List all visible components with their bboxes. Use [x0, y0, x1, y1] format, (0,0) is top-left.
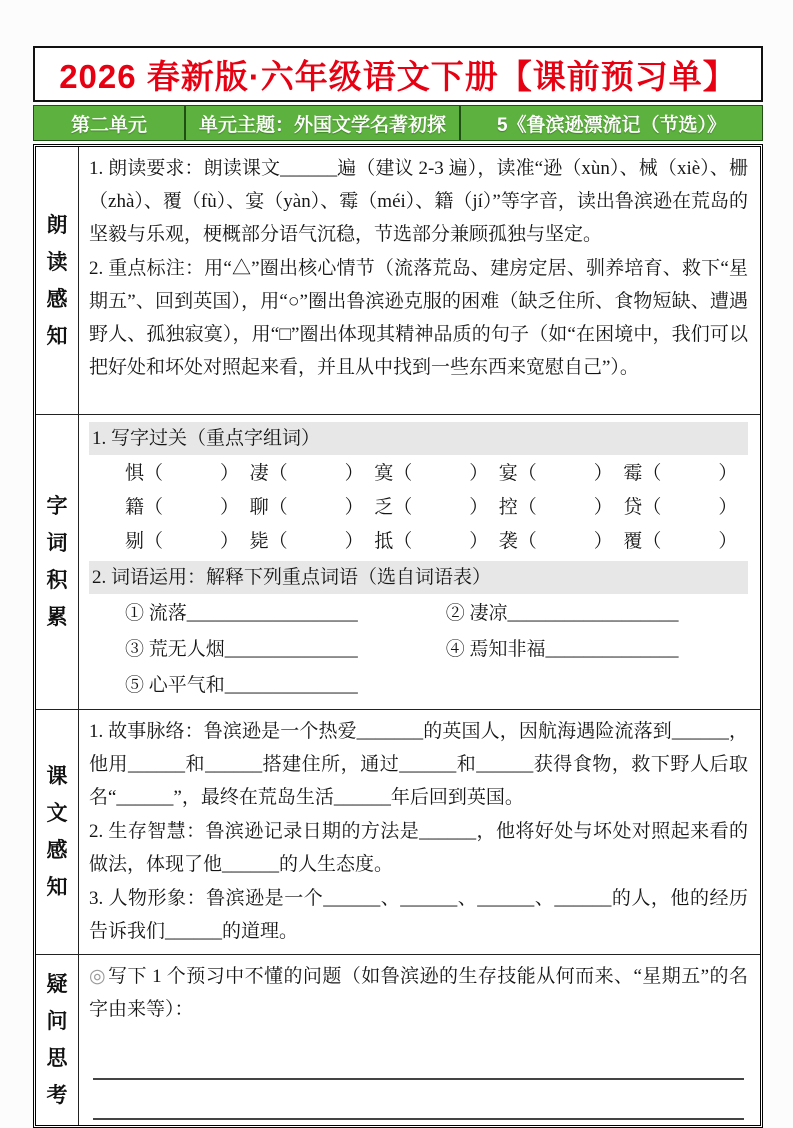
char-item: 覆（ ）: [623, 531, 738, 552]
char-item: 凄（ ）: [249, 463, 364, 484]
word-item: ④ 焉知非福______________: [445, 639, 679, 660]
char-item: 乏（ ）: [374, 497, 489, 518]
unit-number: 第二单元: [70, 114, 147, 136]
section-label-cell: [36, 710, 79, 954]
char-item: 霉（ ）: [623, 463, 738, 484]
title-box: [33, 46, 763, 102]
reading-requirement-paragraph: 1. 朗读要求：朗读课文______遍（建议 2-3 遍），读准“逊（xùn）、械（xiè）、栅（zhà）、覆（fù）、宴（yàn）、霉（méi）、籍（jí）”等字音，读出鲁滨逊在荒岛的坚毅与乐观，梗概部分语气沉稳，节选部分兼顾孤独与坚定。: [89, 158, 748, 245]
section-label-cell: [36, 147, 79, 414]
char-item: 抵（ ）: [374, 531, 489, 552]
char-item: 袭（ ）: [498, 531, 613, 552]
word-item: ③ 荒无人烟______________: [125, 639, 358, 660]
word-definition-row: [89, 632, 748, 668]
section-reading-perception: [36, 147, 760, 414]
section-label-cell: [36, 955, 79, 1125]
answer-rule-line: [93, 1040, 744, 1080]
char-item: 控（ ）: [498, 497, 613, 518]
writing-practice-subhead: 1. 写字过关（重点字组词）: [89, 422, 748, 455]
word-definition-row: [89, 596, 748, 632]
word-usage-subhead: 2. 词语运用：解释下列重点词语（选自词语表）: [89, 561, 748, 594]
char-item: 宴（ ）: [498, 463, 613, 484]
char-grid-row: [89, 457, 748, 491]
section-content: [79, 955, 760, 1125]
question-prompt: 写下 1 个预习中不懂的问题（如鲁滨逊的生存技能从何而来、“星期五”的名字由来等）：: [89, 966, 748, 1020]
word-item: ② 凄凉__________________: [445, 603, 679, 624]
section-label: 字词积累: [46, 495, 68, 629]
section-vocabulary: [36, 414, 760, 709]
word-item: ① 流落__________________: [125, 603, 358, 624]
answer-area: [89, 1026, 748, 1120]
char-item: 寞（ ）: [374, 463, 489, 484]
char-item: 惧（ ）: [125, 463, 240, 484]
char-item: 聊（ ）: [249, 497, 364, 518]
char-item: 毙（ ）: [249, 531, 364, 552]
section-label: 朗读感知: [46, 213, 68, 348]
character-image-paragraph: 3. 人物形象：鲁滨逊是一个______、______、______、______的人，他的经历告诉我们______的道理。: [89, 888, 748, 942]
word-item: ⑤ 心平气和______________: [125, 675, 358, 696]
section-content: [79, 147, 760, 414]
char-grid-row: [89, 525, 748, 559]
section-content: [79, 710, 760, 954]
circle-bullet-icon: ◎: [89, 966, 107, 987]
section-text-comprehension: [36, 709, 760, 954]
section-label-cell: [36, 415, 79, 709]
word-definition-row: [89, 668, 748, 704]
unit-theme: 单元主题：外国文学名著初探: [184, 106, 461, 140]
section-label: 课文感知: [46, 765, 68, 899]
worksheet-table: [33, 144, 763, 1128]
section-questions: [36, 954, 760, 1125]
answer-rule-line: [93, 1080, 744, 1120]
section-label: 疑问思考: [46, 973, 68, 1107]
char-item: 贷（ ）: [623, 497, 738, 518]
story-outline-paragraph: 1. 故事脉络：鲁滨逊是一个热爱_______的英国人，因航海遇险流落到______，他用______和______搭建住所，通过______和______获得食物，救下野人后取名“______”，最终在荒岛生活______年后回到英国。: [89, 721, 748, 808]
unit-header-bar: [33, 105, 763, 141]
page-title: 2026 春新版·六年级语文下册【课前预习单】: [59, 57, 737, 95]
key-annotation-paragraph: 2. 重点标注：用“△”圈出核心情节（流落荒岛、建房定居、驯养培育、救下“星期五”、回到英国），用“○”圈出鲁滨逊克服的困难（缺乏住所、食物短缺、遭遇野人、孤独寂寞），用“□”圈出体现其精神品质的句子（如“在困境中，我们可以把好处和坏处对照起来看，并且从中找到一些东西来宽慰自己”）。: [89, 258, 748, 378]
char-item: 籍（ ）: [125, 497, 240, 518]
section-content: [79, 415, 760, 709]
worksheet-sheet: [33, 46, 763, 1128]
survival-wisdom-paragraph: 2. 生存智慧：鲁滨逊记录日期的方法是______，他将好处与坏处对照起来看的做法，体现了他______的人生态度。: [89, 821, 748, 875]
lesson-title: 5《鲁滨逊漂流记（节选）》: [496, 114, 727, 136]
char-item: 剔（ ）: [125, 531, 240, 552]
char-grid-row: [89, 491, 748, 525]
question-prompt-line: [89, 960, 748, 1026]
